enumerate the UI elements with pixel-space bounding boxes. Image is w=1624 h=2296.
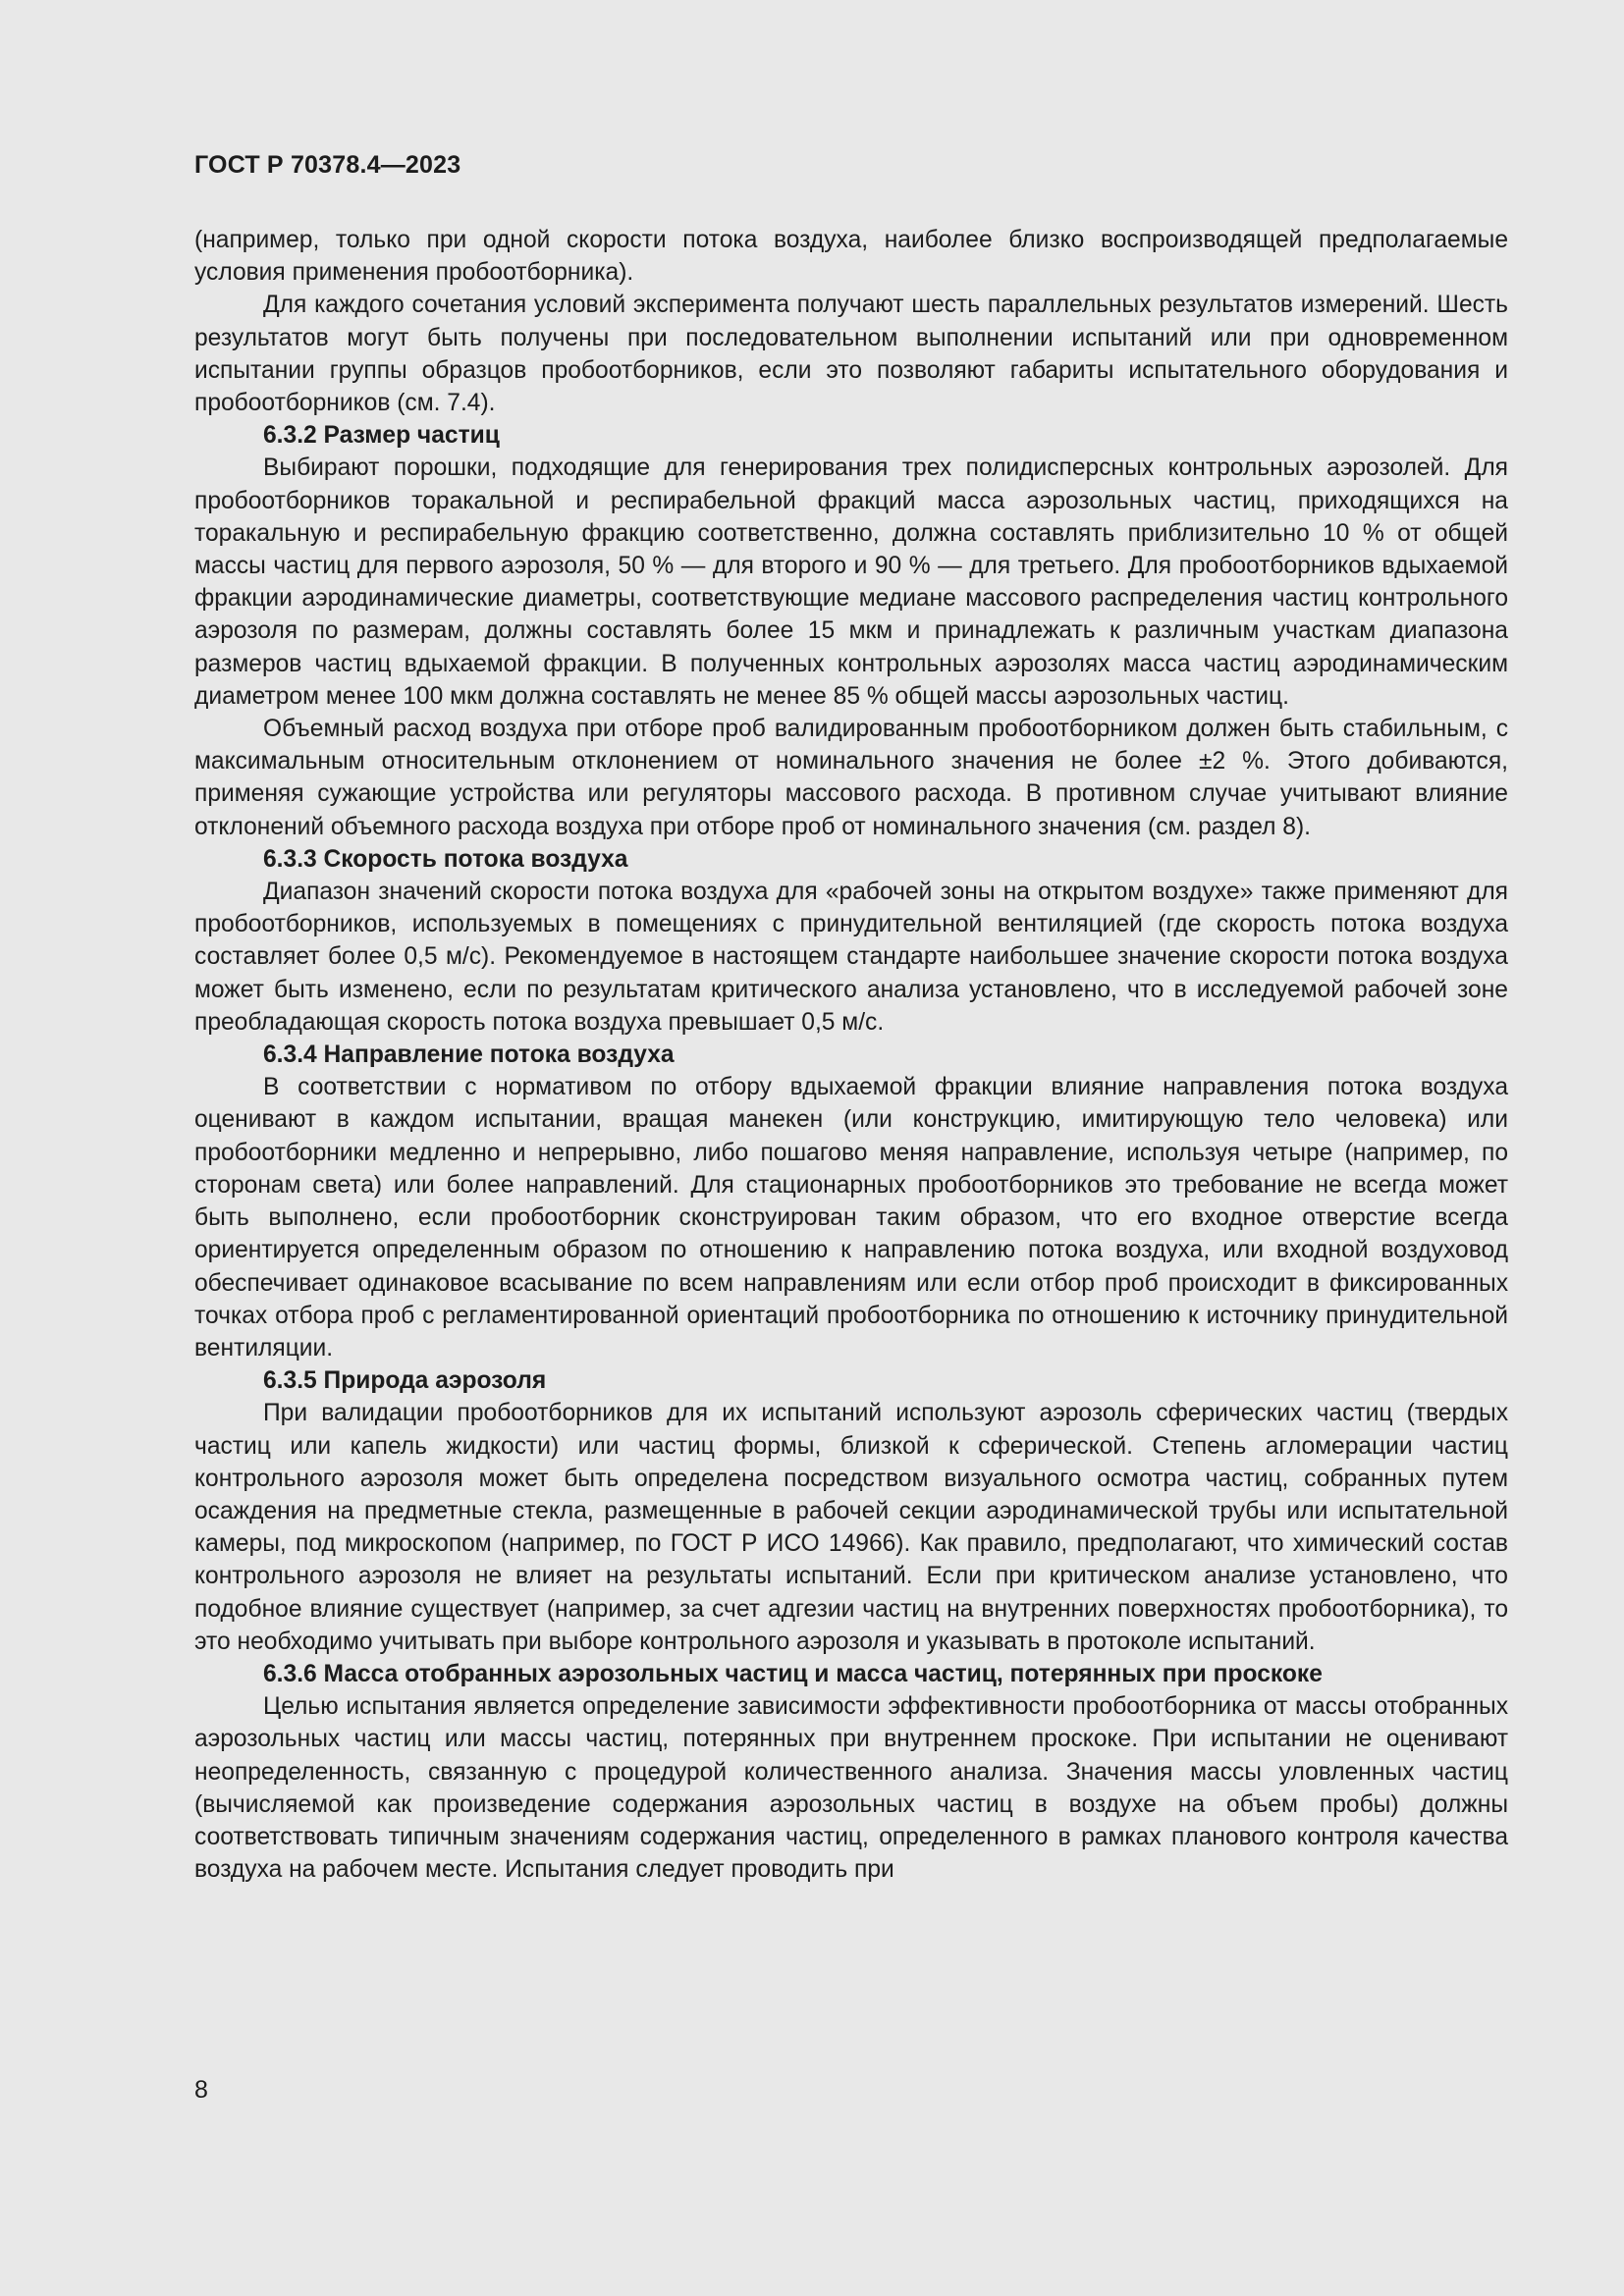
section-heading-6-3-4: 6.3.4 Направление потока воздуха — [263, 1041, 675, 1069]
section-heading-6-3-3: 6.3.3 Скорость потока воздуха — [263, 845, 628, 873]
page-number: 8 — [194, 2076, 208, 2104]
paragraph: Целью испытания является определение зависимости эффективности пробоотборника от массы отобранных аэрозольных частиц или массы частиц, потерянных при внутреннем проскоке. При испытании не оценивают неопределенность, связанную с процедурой количественного анализа. Значения массы уловленных частиц (вычисляемой как произведение содержания аэрозольных частиц в воздухе на объем пробы) должны соответствовать типичным значениям содержания частиц, определенного в рамках планового контроля качества воздуха на рабочем месте. Испытания следует проводить при — [194, 1693, 1508, 1884]
document-body — [194, 224, 1508, 1886]
paragraph-continuation: (например, только при одной скорости потока воздуха, наиболее близко воспроизводящей предполагаемые условия применения пробоотборника). — [194, 227, 1508, 287]
paragraph: Диапазон значений скорости потока воздуха для «рабочей зоны на открытом воздухе» также применяют для пробоотборников, используемых в помещениях с принудительной вентиляцией (где скорость потока воздуха составляет более 0,5 м/с). Рекомендуемое в настоящем стандарте наибольшее значение скорости потока воздуха может быть изменено, если по результатам критического анализа установлено, что в исследуемой рабочей зоне преобладающая скорость потока воздуха превышает 0,5 м/с. — [194, 879, 1508, 1036]
section-heading-6-3-6: 6.3.6 Масса отобранных аэрозольных частиц и масса частиц, потерянных при проскоке — [263, 1660, 1323, 1687]
section-heading-6-3-2: 6.3.2 Размер частиц — [263, 422, 500, 450]
paragraph: Выбирают порошки, подходящие для генерирования трех полидисперсных контрольных аэрозолей. Для пробоотборников торакальной и респирабельной фракций масса аэрозольных частиц, приходящихся на торакальную и респирабельную фракцию соответственно, должна составлять приблизительно 10 % от общей массы частиц для первого аэрозоля, 50 % — для второго и 90 % — для третьего. Для пробоотборников вдыхаемой фракции аэродинамические диаметры, соответствующие медиане массового распределения частиц контрольного аэрозоля по размерам, должны составлять более 15 мкм и принадлежать к различным участкам диапазона размеров частиц вдыхаемой фракции. В полученных контрольных аэрозолях масса частиц аэродинамическим диаметром менее 100 мкм должна составлять не менее 85 % общей массы аэрозольных частиц. — [194, 454, 1508, 710]
paragraph: При валидации пробоотборников для их испытаний используют аэрозоль сферических частиц (твердых частиц или капель жидкости) или частиц формы, близкой к сферической. Степень агломерации частиц контрольного аэрозоля может быть определена посредством визуального осмотра частиц, собранных путем осаждения на предметные стекла, размещенные в рабочей секции аэродинамической трубы или испытательной камеры, под микроскопом (например, по ГОСТ Р ИСО 14966). Как правило, предполагают, что химический состав контрольного аэрозоля не влияет на результаты испытаний. Если при критическом анализе установлено, что подобное влияние существует (например, за счет адгезии частиц на внутренних поверхностях пробоотборника), то это необходимо учитывать при выборе контрольного аэрозоля и указывать в протоколе испытаний. — [194, 1400, 1508, 1655]
paragraph: Объемный расход воздуха при отборе проб валидированным пробоотборником должен быть стабильным, с максимальным относительным отклонением от номинального значения не более ±2 %. Этого добиваются, применяя сужающие устройства или регуляторы массового расхода. В противном случае учитывают влияние отклонений объемного расхода воздуха при отборе проб от номинального значения (см. раздел 8). — [194, 716, 1508, 840]
section-heading-6-3-5: 6.3.5 Природа аэрозоля — [263, 1367, 547, 1395]
paragraph: В соответствии с нормативом по отбору вдыхаемой фракции влияние направления потока воздуха оценивают в каждом испытании, вращая манекен (или конструкцию, имитирующую тело человека) или пробоотборники медленно и непрерывно, либо пошагово меняя направление, используя четыре (например, по сторонам света) или более направлений. Для стационарных пробоотборников это требование не всегда может быть выполнено, если пробоотборник сконструирован таким образом, что его входное отверстие всегда ориентируется определенным образом по отношению к направлению потока воздуха, или входной воздуховод обеспечивает одинаковое всасывание по всем направлениям или если отбор проб происходит в фиксированных точках отбора проб с регламентированной ориентаций пробоотборника по отношению к источнику принудительной вентиляции. — [194, 1074, 1508, 1362]
paragraph: Для каждого сочетания условий эксперимента получают шесть параллельных результатов измерений. Шесть результатов могут быть получены при последовательном выполнении испытаний или при одновременном испытании группы образцов пробоотборников, если это позволяют габариты испытательного оборудования и пробоотборников (см. 7.4). — [194, 292, 1508, 417]
document-header: ГОСТ Р 70378.4—2023 — [194, 151, 461, 179]
